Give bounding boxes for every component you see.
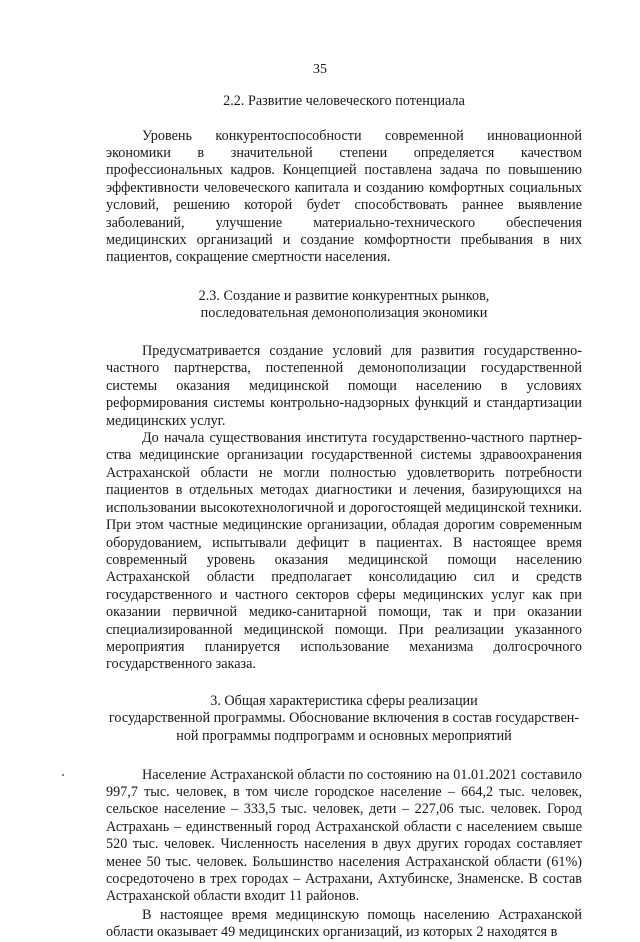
- section-2-3-paragraph-1: Предусматривается создание условий для развития государственно-частного партнерства, постепенной демонополизации государственной системы оказания медицинской помощи населению в условиях реформирования системы контрольно-надзорных функций и стандартизации медицинских услуг.: [106, 343, 582, 429]
- section-2-2-title: 2.2. Развитие человеческого потенциала: [223, 93, 465, 109]
- page-content: [106, 93, 582, 942]
- section-2-2-paragraph: Уровень конкурентоспособности современной инновационной экономики в значительной степени определяется качеством профессиональных кадров. Концепцией поставлена задача по повышению эффективности человеческого капитала и созданию комфортных социальных условий, решению которой буdет способствовать раннее выявление заболеваний, улучшение материально-технического обеспечения медицинских организаций и создание комфортности пребывания в них пациентов, сокращение смертности населения.: [106, 127, 582, 266]
- section-3-title: [106, 693, 582, 746]
- section-2-3-title-line-2: последовательная демонополизация экономики: [200, 305, 488, 322]
- page-number: 35: [313, 62, 327, 77]
- section-2-3-title-line-1: 2.3. Создание и развитие конкурентных рынков,: [198, 287, 490, 304]
- section-3-paragraph-2: В настоящее время медицинскую помощь населению Астраханской области оказывает 49 медицинских организаций, из которых 2 находятся в: [106, 906, 582, 941]
- scan-speck: [62, 774, 64, 776]
- section-3-title-line-2: государственной программы. Обоснование включения в состав государствен-: [108, 710, 580, 727]
- section-3-title-line-1: 3. Общая характеристика сферы реализации: [210, 692, 478, 709]
- section-3-paragraph-1: Население Астраханской области по состоянию на 01.01.2021 составило 997,7 тыс. человек, в том числе городское население – 664,2 тыс. человек, сельское население – 333,5 тыс. человек, дети – 227,06 тыс. человек. Город Астрахань – единственный город Астраханской области с населением свыше 520 тыс. человек. Численность населения в двух других городах составляет менее 50 тыс. человек. Большинство населения Астраханской области (61%) сосредоточено в трех городах – Астрахани, Ахтубинске, Знаменске. В состав Астраханской области входит 11 районов.: [106, 766, 582, 905]
- section-2-3-paragraph-2: До начала существования института государственно-частного партнерства медицинские организации государственной системы здравоохранения Астраханской области не могли полностью удовлетворить потребности пациентов в отдельных методах диагностики и лечения, базирующихся на использовании высокотехнологичной и дорогостоящей медицинской техники. При этом частные медицинские организации, обладая дорогим современным оборудованием, испытывали дефицит в пациентах. В настоящее время современный уровень оказания медицинской помощи населению Астраханской области предполагает консолидацию сил и средств государственного и частного секторов сферы медицинских услуг как при оказании первичной медико-санитарной помощи, так и при оказании специализированной медицинской помощи. При реализации указанного мероприятия планируется использование механизма долгосрочного государственного заказа.: [106, 430, 582, 673]
- section-2-3-title: [106, 288, 582, 323]
- section-3-title-line-3: ной программы подпрограмм и основных мероприятий: [176, 727, 512, 744]
